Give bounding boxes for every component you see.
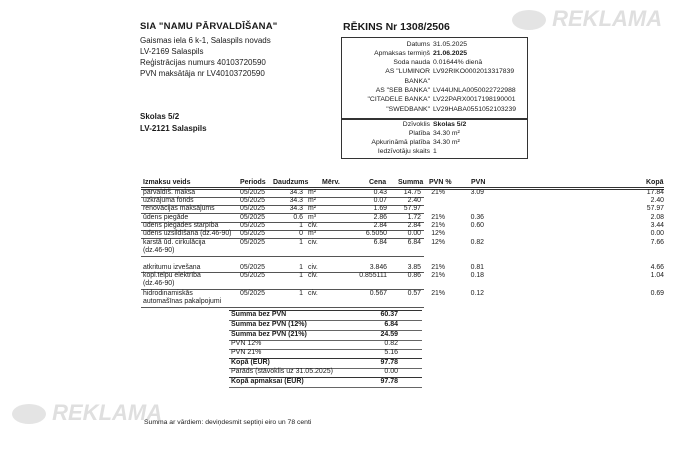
table-cell-qty: 0 <box>299 230 303 237</box>
table-cell-sum: 1.72 <box>407 214 421 221</box>
total-value: 5.16 <box>384 349 398 356</box>
table-cell-price: 0.07 <box>373 197 387 204</box>
table-cell-vat: 0.36 <box>470 214 484 221</box>
table-cell-price: 6.84 <box>373 239 387 246</box>
table-cell-price: 3.846 <box>369 264 387 271</box>
table-cell-period: 05/2025 <box>240 290 265 297</box>
seller-name: SIA "NAMU PĀRVALDĪŠANA" <box>140 21 278 32</box>
table-cell-price: 2.84 <box>373 222 387 229</box>
invoice-detail-label: Soda nauda <box>393 59 430 66</box>
table-cell-period: 05/2025 <box>240 272 265 279</box>
table-cell-period: 05/2025 <box>240 197 265 204</box>
total-value: 0.00 <box>384 368 398 375</box>
total-divider <box>229 387 422 388</box>
total-label: Summa bez PVN (12%) <box>231 321 307 328</box>
table-cell-total: 57.97 <box>646 205 664 212</box>
table-cell-vat: 0.18 <box>470 272 484 279</box>
table-cell-period: 05/2025 <box>240 205 265 212</box>
table-cell-unit: m² <box>308 197 317 204</box>
table-cell-total: 4.66 <box>650 264 664 271</box>
table-cell-unit: civ. <box>308 222 318 229</box>
table-cell-service: hidrodinamiskās <box>143 290 193 297</box>
column-header-price: Cena <box>369 179 387 186</box>
column-header-vat-pct: PVN % <box>429 179 452 186</box>
property-label: Apkurināmā platība <box>371 139 430 146</box>
table-cell-service-cont: automašīnas pakalpojumi <box>143 298 222 305</box>
table-cell-vat-pct: 21% <box>431 189 445 196</box>
table-cell-vat-pct: 21% <box>431 272 445 279</box>
table-cell-period: 05/2025 <box>240 230 265 237</box>
table-cell-service: uzkrājuma fonds <box>143 197 194 204</box>
table-cell-unit: m³ <box>308 230 317 237</box>
table-cell-vat-pct: 12% <box>431 239 445 246</box>
watermark-logo-icon <box>512 10 546 30</box>
watermark-logo-icon <box>12 404 46 424</box>
table-cell-price: 0.567 <box>369 290 387 297</box>
table-cell-vat-pct: 21% <box>431 290 445 297</box>
table-cell-service-cont: (dz.46-90) <box>143 280 175 287</box>
client-city: LV-2121 Salaspils <box>140 124 207 133</box>
grand-total-line <box>229 377 422 378</box>
kopa-line <box>229 358 422 359</box>
table-cell-sum: 0.57 <box>407 290 421 297</box>
property-value: 34.30 m² <box>433 130 460 137</box>
table-cell-total: 17.84 <box>646 189 664 196</box>
table-cell-vat-pct: 12% <box>431 230 445 237</box>
table-cell-vat: 0.60 <box>470 222 484 229</box>
invoice-detail-label: AS "LUMINOR <box>385 68 430 75</box>
table-cell-unit: civ. <box>308 290 318 297</box>
total-label: Summa bez PVN <box>231 311 287 318</box>
table-cell-service: ūdens piegādes starpība <box>143 222 219 229</box>
invoice-detail-label: BANKA" <box>404 78 430 85</box>
header-line-bottom <box>141 189 664 190</box>
table-cell-price: 0.855111 <box>359 272 387 279</box>
invoice-detail-value: 31.05.2025 <box>433 41 468 48</box>
invoice-detail-label: Apmaksas termiņš <box>374 50 430 57</box>
table-cell-vat-pct: 21% <box>431 264 445 271</box>
table-cell-service: pārvaldīš. maksa <box>143 189 196 196</box>
table-cell-qty: 1 <box>299 290 303 297</box>
table-cell-sum: 0.00 <box>407 230 421 237</box>
table-cell-qty: 34.3 <box>289 197 303 204</box>
watermark-top-right: REKLAMA <box>512 6 662 32</box>
column-header-vat: PVN <box>471 179 486 186</box>
table-cell-total: 0.00 <box>650 230 664 237</box>
table-cell-vat: 0.82 <box>470 239 484 246</box>
table-cell-service: renovācijas maksājums <box>143 205 215 212</box>
table-cell-sum: 57.97 <box>403 205 421 212</box>
table-cell-service: ūdens uzsildīšana (dz.46-90) <box>143 230 232 237</box>
table-cell-service: kopl.telpu elektrība <box>143 272 201 279</box>
client-address: Skolas 5/2 <box>140 112 180 121</box>
seller-vat-number: PVN maksātāja nr LV40103720590 <box>140 69 265 78</box>
table-cell-sum: 2.40 <box>407 197 421 204</box>
table-cell-unit: m² <box>308 189 317 196</box>
invoice-detail-value: LV22PARX0017198190001 <box>433 96 516 103</box>
table-cell-qty: 1 <box>299 239 303 246</box>
table-cell-sum: 14.75 <box>403 189 421 196</box>
table-cell-period: 05/2025 <box>240 264 265 271</box>
table-cell-price: 1.69 <box>373 205 387 212</box>
row-divider <box>141 307 424 308</box>
invoice-detail-value: LV92RIKO0002013317839 <box>433 68 515 75</box>
column-header-unit: Mērv. <box>322 179 340 186</box>
total-value: 97.78 <box>380 378 398 385</box>
column-header-total: Kopā <box>646 179 664 186</box>
table-cell-total: 1.04 <box>650 272 664 279</box>
table-cell-unit: civ. <box>308 239 318 246</box>
total-label: PVN 12% <box>231 340 262 347</box>
table-cell-unit: civ. <box>308 272 318 279</box>
total-label: Kopā (EUR) <box>231 359 270 366</box>
invoice-detail-value: LV44UNLA0050022722988 <box>433 87 516 94</box>
table-cell-sum: 3.85 <box>407 264 421 271</box>
table-cell-service: ūdens piegāde <box>143 214 189 221</box>
total-value: 0.82 <box>384 340 398 347</box>
total-label: Kopā apmaksai (EUR) <box>231 378 304 385</box>
table-cell-total: 2.08 <box>650 214 664 221</box>
column-header-period: Periods <box>240 179 266 186</box>
table-cell-total: 2.40 <box>650 197 664 204</box>
column-header-sum: Summa <box>398 179 424 186</box>
table-cell-price: 6.5050 <box>365 230 387 237</box>
table-cell-unit: m³ <box>308 214 317 221</box>
invoice-detail-label: "CITADELE BANKA" <box>367 96 430 103</box>
property-value: 1 <box>433 148 437 155</box>
watermark-bottom-left: REKLAMA <box>12 400 162 426</box>
table-cell-total: 3.44 <box>650 222 664 229</box>
table-cell-period: 05/2025 <box>240 189 265 196</box>
table-cell-sum: 2.84 <box>407 222 421 229</box>
table-cell-service-cont: (dz.46-90) <box>143 247 175 254</box>
table-cell-vat: 0.12 <box>470 290 484 297</box>
total-value: 24.59 <box>380 331 398 338</box>
table-cell-qty: 34.3 <box>289 189 303 196</box>
table-cell-sum: 6.84 <box>407 239 421 246</box>
property-value: 34.30 m² <box>433 139 460 146</box>
table-cell-qty: 1 <box>299 272 303 279</box>
invoice-detail-value: LV29HABA0551052103239 <box>433 106 517 113</box>
table-cell-qty: 1 <box>299 264 303 271</box>
total-label: PVN 21% <box>231 349 262 356</box>
property-label: Platība <box>408 130 430 137</box>
invoice-detail-value: 0.01644% dienā <box>433 59 483 66</box>
table-cell-sum: 0.86 <box>407 272 421 279</box>
invoice-title: RĒKINS Nr 1308/2506 <box>343 21 450 33</box>
property-label: Dzīvoklis <box>402 121 430 128</box>
table-cell-qty: 34.3 <box>289 205 303 212</box>
column-header-qty: Daudzums <box>273 179 309 186</box>
amount-in-words: Summa ar vārdiem: deviņdesmit septiņi eiro un 78 centi <box>144 419 312 426</box>
table-cell-service: karstā ūd. cirkulācija <box>143 239 206 246</box>
table-cell-period: 05/2025 <box>240 222 265 229</box>
table-cell-vat-pct: 21% <box>431 222 445 229</box>
table-cell-total: 7.66 <box>650 239 664 246</box>
table-cell-unit: m² <box>308 205 317 212</box>
table-cell-price: 0.43 <box>373 189 387 196</box>
table-cell-price: 2.86 <box>373 214 387 221</box>
table-cell-qty: 1 <box>299 222 303 229</box>
table-cell-total: 0.69 <box>650 290 664 297</box>
table-cell-period: 05/2025 <box>240 239 265 246</box>
table-cell-vat-pct: 21% <box>431 214 445 221</box>
invoice-detail-label: Datums <box>406 41 430 48</box>
table-cell-period: 05/2025 <box>240 214 265 221</box>
table-cell-unit: civ. <box>308 264 318 271</box>
invoice-detail-label: "SWEDBANK" <box>386 106 430 113</box>
row-divider <box>141 256 424 257</box>
total-label: Summa bez PVN (21%) <box>231 331 307 338</box>
total-value: 97.78 <box>380 359 398 366</box>
table-cell-qty: 0.6 <box>293 214 303 221</box>
property-value: Skolas 5/2 <box>433 121 467 128</box>
total-value: 6.84 <box>384 321 398 328</box>
seller-city-line: LV-2169 Salaspils <box>140 47 204 56</box>
seller-address-line: Gaismas iela 6 k-1, Salaspils novads <box>140 36 271 45</box>
total-label: Parāds (stāvoklis uz 31.05.2025) <box>231 368 333 375</box>
seller-reg-number: Reģistrācijas numurs 40103720590 <box>140 58 266 67</box>
table-cell-vat: 3.09 <box>470 189 484 196</box>
invoice-detail-value: 21.06.2025 <box>433 50 468 57</box>
total-value: 60.37 <box>380 311 398 318</box>
totals-line-top <box>229 310 422 311</box>
table-cell-vat: 0.81 <box>470 264 484 271</box>
invoice-detail-label: AS "SEB BANKA" <box>375 87 430 94</box>
column-header-service: Izmaksu veids <box>143 179 191 186</box>
property-label: Iedzīvotāju skaits <box>377 148 430 155</box>
table-cell-service: atkritumu izvešana <box>143 264 201 271</box>
